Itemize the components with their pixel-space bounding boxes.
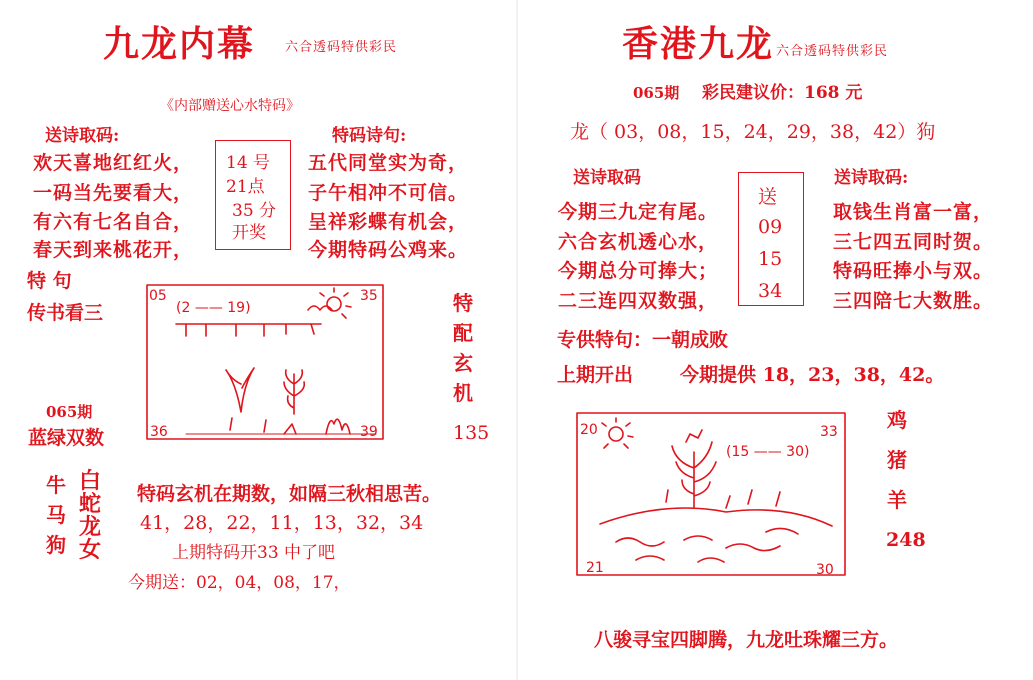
right-poem-header-left: 送诗取码 bbox=[573, 168, 641, 188]
side-word-goat: 羊 bbox=[887, 488, 907, 512]
right-box-num-2: 15 bbox=[758, 248, 783, 270]
special-poem-line-1: 五代同堂实为奇， bbox=[308, 152, 469, 174]
right-poem-right-4: 三四陪七大数胜。 bbox=[833, 290, 994, 312]
left-subtitle: 六合透码特供彩民 bbox=[285, 40, 398, 55]
zodiac-char-1: 白 bbox=[78, 468, 101, 494]
left-hand-drawing bbox=[146, 284, 386, 442]
left-title: 九龙内幕 bbox=[103, 23, 256, 65]
right-poem-right-3: 特码旺捧小与双。 bbox=[833, 260, 994, 282]
vertical-word-1: 特 bbox=[453, 291, 473, 315]
closing-line: 八骏寻宝四脚腾，九龙吐珠耀三方。 bbox=[594, 629, 899, 651]
right-issue: 065期 bbox=[633, 84, 680, 102]
right-poem-right-2: 三七四五同时贺。 bbox=[833, 231, 994, 253]
right-box-send: 送 bbox=[758, 186, 778, 208]
left-box-line-1: 14 号 bbox=[226, 153, 271, 173]
left-pic-num-3: 36 bbox=[150, 424, 168, 440]
left-box-line-3: 35 分 bbox=[232, 201, 277, 221]
left-box-line-4: 开奖 bbox=[232, 223, 266, 243]
special-poem-line-3: 呈祥彩蝶有机会， bbox=[308, 211, 469, 233]
right-poem-right-1: 取钱生肖富一富， bbox=[833, 201, 994, 223]
zodiac-char-2: 蛇 bbox=[78, 491, 101, 517]
side-word-rooster: 鸡 bbox=[887, 408, 907, 432]
right-poem-left-3: 今期总分可捧大； bbox=[558, 260, 719, 282]
zodiac-horse: 马 bbox=[46, 503, 66, 527]
vertical-word-3: 玄 bbox=[453, 351, 473, 375]
sun-icon bbox=[327, 297, 341, 311]
right-pic-num-1: 20 bbox=[580, 422, 598, 438]
left-note: 《内部赠送心水特码》 bbox=[160, 98, 300, 114]
last-open-label: 上期开出 bbox=[557, 364, 634, 386]
right-pic-num-4: 30 bbox=[816, 562, 834, 578]
right-hand-drawing bbox=[576, 412, 848, 578]
zodiac-char-3: 龙 bbox=[78, 514, 101, 540]
left-poem-line-3: 有六有七名自合， bbox=[33, 211, 194, 233]
tree-icon bbox=[672, 430, 716, 508]
special-poem-header: 特码诗句: bbox=[332, 126, 407, 146]
right-box-num-1: 09 bbox=[758, 216, 783, 238]
zodiac-char-4: 女 bbox=[78, 537, 101, 563]
vertical-word-2: 配 bbox=[453, 321, 473, 345]
left-pic-range: (2 —— 19) bbox=[176, 300, 251, 316]
left-box-line-2: 21点 bbox=[226, 177, 265, 197]
left-issue: 065期 bbox=[46, 403, 93, 421]
right-pic-range: (15 —— 30) bbox=[726, 444, 810, 460]
special-poem-line-4: 今期特码公鸡来。 bbox=[308, 239, 469, 261]
right-poem-left-4: 二三连四双数强， bbox=[558, 290, 719, 312]
side-word-pig: 猪 bbox=[887, 448, 907, 472]
suggested-price: 彩民建议价：168 元 bbox=[702, 83, 863, 103]
right-title: 香港九龙 bbox=[622, 23, 775, 65]
right-side-number: 248 bbox=[886, 529, 926, 551]
right-pic-num-3: 21 bbox=[586, 560, 604, 576]
right-box-num-3: 34 bbox=[758, 280, 783, 302]
exclusive-sentence: 专供特句：一朝成败 bbox=[557, 329, 729, 351]
plant-icon bbox=[284, 370, 304, 414]
zodiac-ox: 牛 bbox=[46, 473, 66, 497]
last-issue-result: 上期特码开33 中了吧 bbox=[172, 543, 336, 563]
left-poem-line-4: 春天到来桃花开， bbox=[33, 239, 194, 261]
special-sentence-label: 特 句 bbox=[27, 270, 72, 292]
page-fold bbox=[516, 0, 518, 680]
special-sentence: 传书看三 bbox=[27, 302, 104, 324]
butterfly-icon bbox=[226, 368, 254, 412]
right-poem-left-1: 今期三九定有尾。 bbox=[558, 201, 719, 223]
sun-icon bbox=[609, 427, 623, 441]
left-pic-num-4: 39 bbox=[360, 424, 378, 440]
left-number-list: 41，28，22，11，13，32，34 bbox=[140, 512, 424, 534]
left-pic-num-2: 35 bbox=[360, 288, 378, 304]
right-subtitle: 六合透码特供彩民 bbox=[776, 44, 889, 59]
color-tip: 蓝绿双数 bbox=[28, 427, 105, 449]
left-pic-num-1: 05 bbox=[149, 288, 167, 304]
special-poem-line-2: 子午相冲不可信。 bbox=[308, 182, 469, 204]
right-poem-left-2: 六合玄机透心水， bbox=[558, 231, 719, 253]
right-pic-num-2: 33 bbox=[820, 424, 838, 440]
today-offer: 今期提供 18，23，38，42。 bbox=[680, 364, 945, 386]
right-poem-header-right: 送诗取码: bbox=[834, 168, 909, 188]
riddle-line: 特码玄机在期数，如隔三秋相思苦。 bbox=[137, 483, 442, 505]
zodiac-dog: 狗 bbox=[46, 533, 66, 557]
today-send: 今期送：02，04，08，17， bbox=[128, 573, 351, 593]
left-poem-line-2: 一码当先要看大， bbox=[33, 182, 194, 204]
left-poem-line-1: 欢天喜地红红火， bbox=[33, 152, 194, 174]
vertical-word-4: 机 bbox=[453, 381, 473, 405]
left-side-number: 135 bbox=[453, 422, 490, 444]
dragon-number-line: 龙（ 03，08，15，24，29，38，42）狗 bbox=[570, 121, 936, 143]
left-poem-header: 送诗取码: bbox=[45, 126, 120, 146]
